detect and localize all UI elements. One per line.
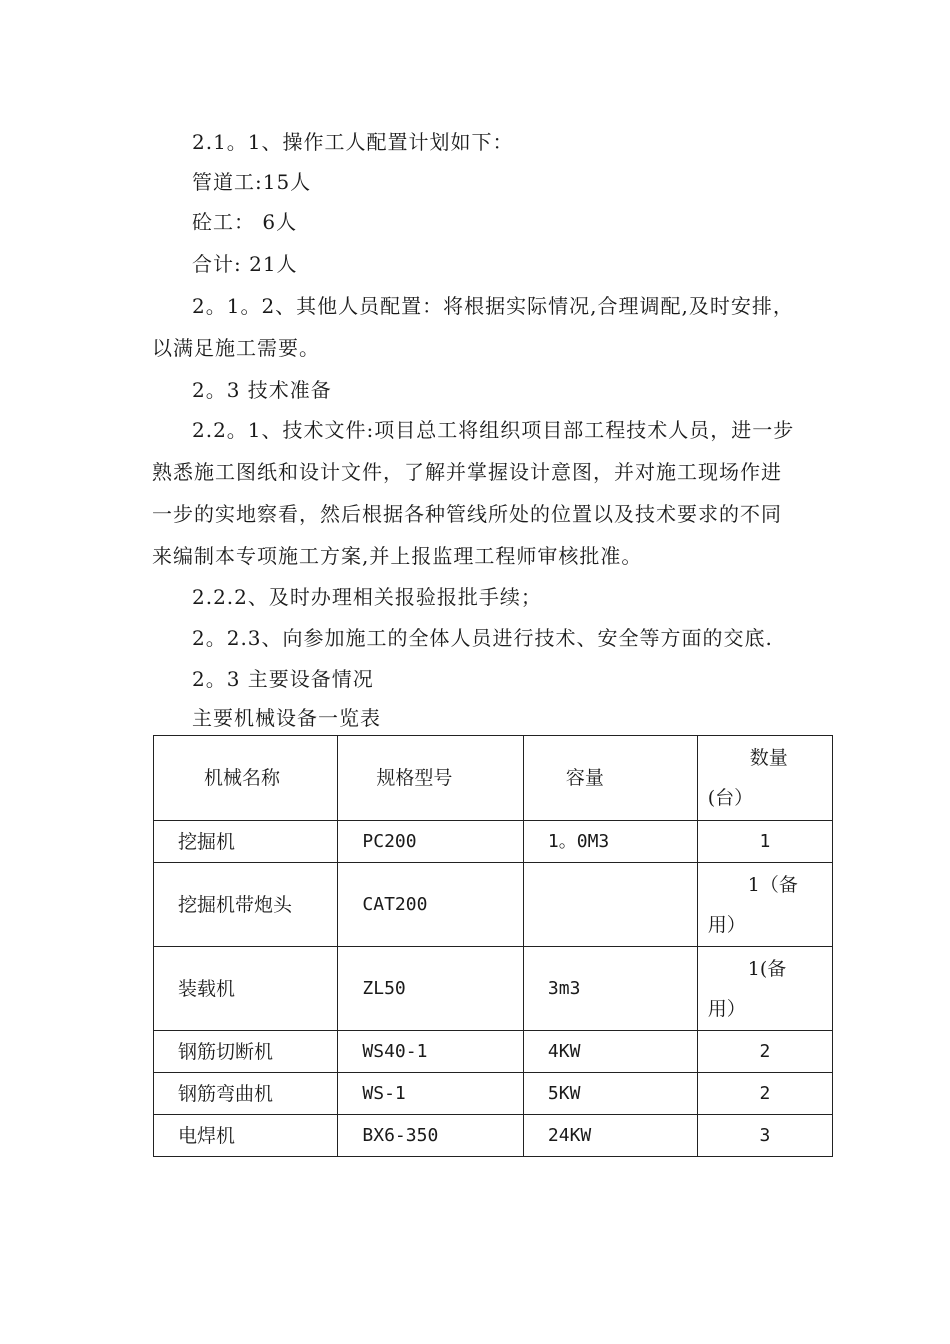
header-name: 机械名称 [154,736,338,821]
heading-tech-prep: 2。3 技术准备 [192,378,332,402]
table-row [154,1031,833,1073]
header-quantity-label: 数量 [749,747,788,769]
cell-name: 钢筋切断机 [154,1031,338,1073]
section-2-1-1: 2.1。1、操作工人配置计划如下： [192,130,514,154]
cell-model: PC200 [338,821,523,863]
cell-model: CAT200 [338,863,523,947]
cell-qty-line2: 用） [707,913,746,936]
header-capacity: 容量 [523,736,697,821]
cell-capacity: 1。0M3 [523,821,697,863]
cell-name: 装载机 [154,947,338,1031]
cell-qty [697,947,832,1031]
table-row [154,1073,833,1115]
staff-total: 合计: 21人 [192,252,298,276]
section-2-2-1-line2: 熟悉施工图纸和设计文件，了解并掌握设计意图，并对施工现场作进 [152,460,782,484]
cell-capacity: 5KW [523,1073,697,1115]
cell-qty: 3 [697,1115,832,1157]
heading-equipment: 2。3 主要设备情况 [192,667,374,691]
cell-name: 钢筋弯曲机 [154,1073,338,1115]
section-2-1-2-cont: 以满足施工需要。 [152,336,320,360]
cell-qty-line1: 1（备 [747,873,798,896]
cell-capacity: 4KW [523,1031,697,1073]
staff-pipe-workers: 管道工:15人 [192,170,312,194]
cell-model: WS40-1 [338,1031,523,1073]
table-row [154,863,833,947]
cell-qty [697,863,832,947]
cell-name: 挖掘机带炮头 [154,863,338,947]
section-2-1-2: 2。1。2、其他人员配置：将根据实际情况,合理调配,及时安排， [192,294,794,318]
cell-qty-line2: 用） [707,997,746,1020]
cell-model: BX6-350 [338,1115,523,1157]
table-row [154,1115,833,1157]
staff-concrete-workers: 砼工： 6人 [192,210,298,234]
table-caption: 主要机械设备一览表 [192,706,381,730]
header-quantity [697,736,832,821]
section-2-2-3: 2。2.3、向参加施工的全体人员进行技术、安全等方面的交底. [192,626,773,650]
section-2-2-1: 2.2。1、技术文件:项目总工将组织项目部工程技术人员，进一步 [192,418,795,442]
section-2-2-1-line4: 来编制本专项施工方案,并上报监理工程师审核批准。 [152,544,643,568]
section-2-2-1-line3: 一步的实地察看，然后根据各种管线所处的位置以及技术要求的不同 [152,502,782,526]
table-row [154,821,833,863]
cell-qty: 2 [697,1031,832,1073]
cell-model: WS-1 [338,1073,523,1115]
cell-capacity: 3m3 [523,947,697,1031]
cell-qty-line1: 1(备 [747,957,787,980]
cell-name: 电焊机 [154,1115,338,1157]
cell-name: 挖掘机 [154,821,338,863]
table-row [154,947,833,1031]
section-2-2-2: 2.2.2、及时办理相关报验报批手续； [192,585,542,609]
cell-capacity: 24KW [523,1115,697,1157]
header-model: 规格型号 [338,736,523,821]
cell-capacity [523,863,697,947]
cell-qty: 1 [697,821,832,863]
table-header-row [154,736,833,821]
equipment-table [153,735,833,1157]
header-quantity-unit: (台） [707,787,754,809]
cell-model: ZL50 [338,947,523,1031]
cell-qty: 2 [697,1073,832,1115]
